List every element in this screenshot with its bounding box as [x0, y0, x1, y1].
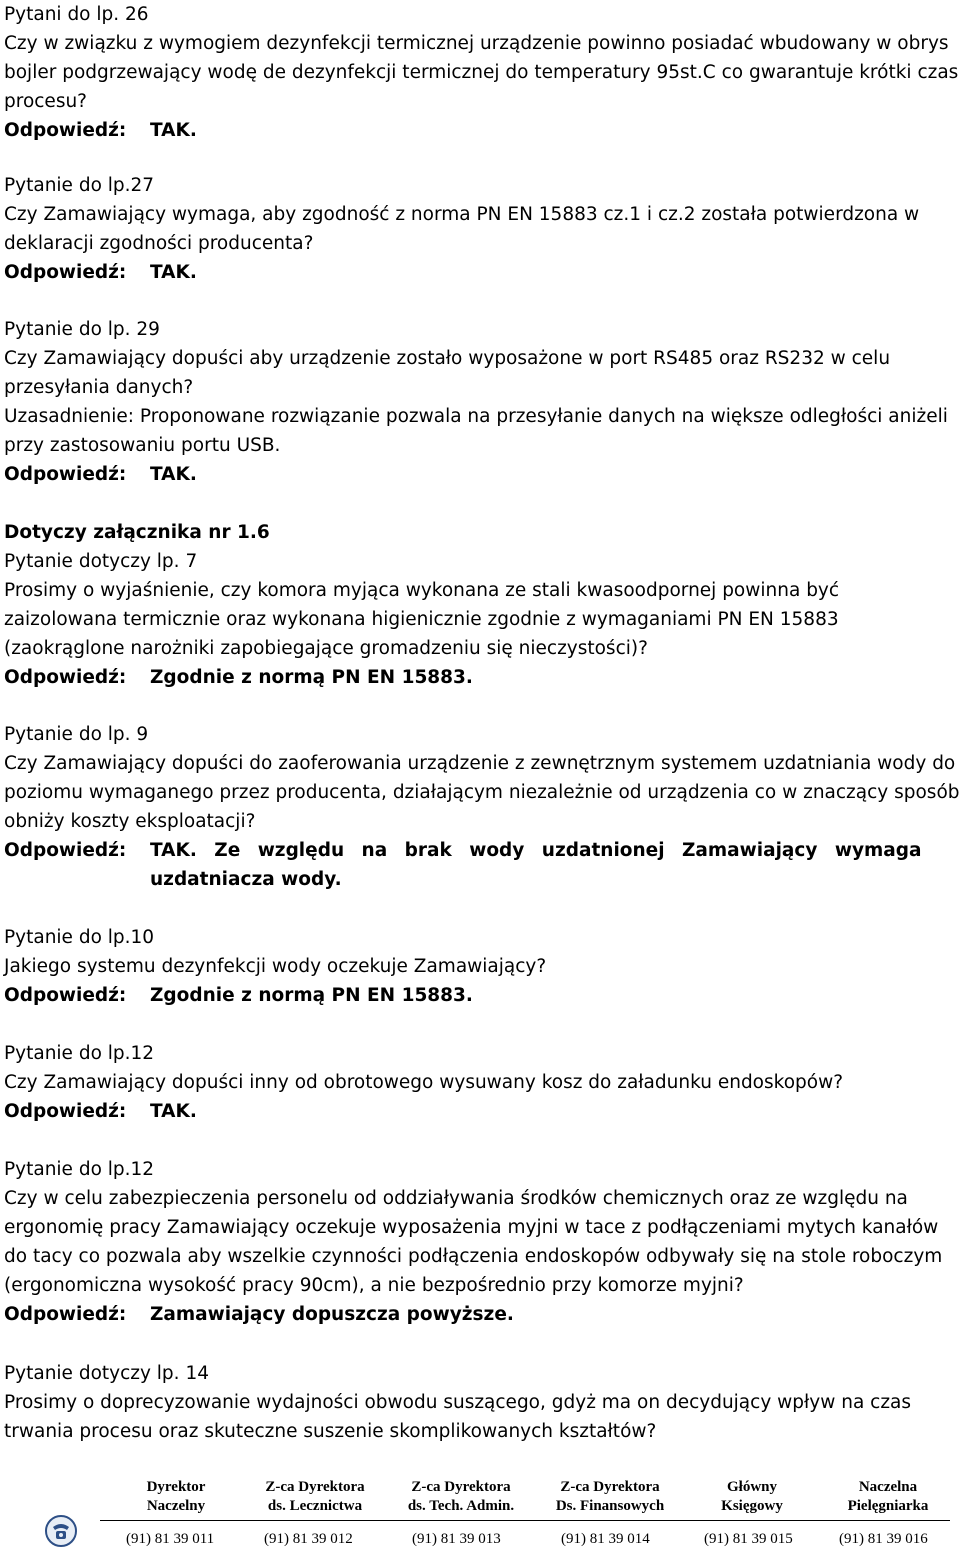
answer-9-continuation: uzdatniacza wody. — [150, 869, 342, 890]
footer-col-deputy-finance — [543, 1478, 677, 1516]
footer-title-line-1: Z-ca Dyrektora — [265, 1479, 365, 1495]
answer-label: Odpowiedź: — [4, 464, 127, 485]
question-29-justification-line-2: przy zastosowaniu portu USB. — [4, 435, 281, 456]
footer-title-line-2: Pielęgniarka — [847, 1498, 929, 1514]
question-9-text-line-2: poziomu wymaganego przez producenta, działającym niezależnie od urządzenia co w znaczący sposób — [4, 782, 960, 803]
footer-col-director — [128, 1478, 224, 1516]
footer-title-line-1: Główny — [726, 1479, 777, 1495]
question-10-heading: Pytanie do lp.10 — [4, 927, 155, 948]
question-7-text-line-2: zaizolowana termicznie oraz wykonana higienicznie zgodnie z wymaganiami PN EN 15883 — [4, 609, 839, 630]
footer-title-line-2: Księgowy — [721, 1498, 783, 1514]
footer-phone: (91) 81 39 012 — [264, 1531, 353, 1547]
question-12-heading: Pytanie do lp.12 — [4, 1043, 155, 1064]
answer-value: Zamawiający dopuszcza powyższe. — [150, 1304, 514, 1325]
answer-value: TAK. — [150, 262, 197, 283]
footer-title-line-2: ds. Lecznictwa — [267, 1498, 363, 1514]
answer-label: Odpowiedź: — [4, 1304, 127, 1325]
question-12b-text-line-2: ergonomię pracy Zamawiający oczekuje wyposażenia myjni w tace z podłączeniami mytych kanałów — [4, 1217, 939, 1238]
footer-title-line-1: Naczelna — [858, 1479, 918, 1495]
footer-col-chief-accountant — [702, 1478, 802, 1516]
answer-label: Odpowiedź: — [4, 667, 127, 688]
question-7-heading: Pytanie dotyczy lp. 7 — [4, 551, 198, 572]
footer-col-deputy-medical — [250, 1478, 380, 1516]
footer-divider — [100, 1520, 950, 1521]
footer-phone: (91) 81 39 015 — [704, 1531, 793, 1547]
answer-value: Zgodnie z normą PN EN 15883. — [150, 667, 473, 688]
question-27-text-line-1: Czy Zamawiający wymaga, aby zgodność z norma PN EN 15883 cz.1 i cz.2 została potwierdzona w — [4, 204, 920, 225]
question-14-text-line-2: trwania procesu oraz skuteczne suszenie skomplikowanych kształtów? — [4, 1421, 657, 1442]
footer-phone: (91) 81 39 016 — [839, 1531, 928, 1547]
answer-9 — [4, 836, 922, 865]
question-27-heading: Pytanie do lp.27 — [4, 175, 155, 196]
telephone-logo-icon — [44, 1514, 78, 1548]
answer-29 — [4, 460, 197, 489]
question-26-text-line-3: procesu? — [4, 91, 87, 112]
answer-7 — [4, 663, 473, 692]
footer-title-line-2: Ds. Finansowych — [555, 1498, 665, 1514]
answer-label: Odpowiedź: — [4, 1101, 127, 1122]
answer-26 — [4, 116, 197, 145]
question-26-heading: Pytani do lp. 26 — [4, 4, 149, 25]
question-12b-text-line-4: (ergonomiczna wysokość pracy 90cm), a nie bezpośrednio przy komorze myjni? — [4, 1275, 744, 1296]
footer-title-line-1: Z-ca Dyrektora — [560, 1479, 660, 1495]
answer-12b — [4, 1300, 514, 1329]
footer-title-line-1: Z-ca Dyrektora — [411, 1479, 511, 1495]
question-9-text-line-1: Czy Zamawiający dopuści do zaoferowania urządzenie z zewnętrznym systemem uzdatniania wody do — [4, 753, 956, 774]
section-heading: Dotyczy załącznika nr 1.6 — [4, 522, 270, 543]
question-12b-text-line-1: Czy w celu zabezpieczenia personelu od oddziaływania środków chemicznych oraz ze względu na — [4, 1188, 908, 1209]
footer-phone: (91) 81 39 011 — [126, 1531, 215, 1547]
question-14-text-line-1: Prosimy o doprecyzowanie wydajności obwodu suszącego, gdyż ma on decydujący wpływ na czas — [4, 1392, 912, 1413]
answer-27 — [4, 258, 197, 287]
footer-phone: (91) 81 39 013 — [412, 1531, 501, 1547]
question-7-text-line-1: Prosimy o wyjaśnienie, czy komora myjąca wykonana ze stali kwasoodpornej powinna być — [4, 580, 840, 601]
question-26-text-line-2: bojler podgrzewający wodę de dezynfekcji termicznej do temperatury 95st.C co gwarantuje krótki czas — [4, 62, 959, 83]
answer-label: Odpowiedź: — [4, 262, 127, 283]
answer-12 — [4, 1097, 197, 1126]
question-29-text-line-2: przesyłania danych? — [4, 377, 194, 398]
footer-col-head-nurse — [832, 1478, 944, 1516]
footer-title-line-2: ds. Tech. Admin. — [407, 1498, 515, 1514]
footer-phone: (91) 81 39 014 — [561, 1531, 650, 1547]
answer-label: Odpowiedź: — [4, 840, 127, 861]
letterhead-footer — [0, 1478, 960, 1558]
footer-title-line-2: Naczelny — [146, 1498, 206, 1514]
question-29-text-line-1: Czy Zamawiający dopuści aby urządzenie zostało wyposażone w port RS485 oraz RS232 w celu — [4, 348, 891, 369]
question-9-text-line-3: obniży koszty eksploatacji? — [4, 811, 256, 832]
question-9-heading: Pytanie do lp. 9 — [4, 724, 149, 745]
question-12b-heading: Pytanie do lp.12 — [4, 1159, 155, 1180]
question-26-text-line-1: Czy w związku z wymogiem dezynfekcji termicznej urządzenie powinno posiadać wbudowany w obrys — [4, 33, 949, 54]
question-29-justification-line-1: Uzasadnienie: Proponowane rozwiązanie pozwala na przesyłanie danych na większe odległości aniżeli — [4, 406, 948, 427]
question-27-text-line-2: deklaracji zgodności producenta? — [4, 233, 314, 254]
answer-value: TAK. — [150, 464, 197, 485]
question-29-heading: Pytanie do lp. 29 — [4, 319, 160, 340]
question-7-text-line-3: (zaokrąglone narożniki zapobiegające gromadzeniu się nieczystości)? — [4, 638, 648, 659]
question-12-text: Czy Zamawiający dopuści inny od obrotowego wysuwany kosz do załadunku endoskopów? — [4, 1072, 844, 1093]
answer-value: TAK. — [150, 120, 197, 141]
answer-value: TAK. Ze względu na brak wody uzdatnionej Zamawiający wymaga — [150, 840, 922, 861]
answer-value: TAK. — [150, 1101, 197, 1122]
answer-label: Odpowiedź: — [4, 985, 127, 1006]
question-12b-text-line-3: do tacy co pozwala aby wszelkie czynności podłączenia endoskopów odbywały się na stole roboczym — [4, 1246, 943, 1267]
answer-label: Odpowiedź: — [4, 120, 127, 141]
answer-10 — [4, 981, 473, 1010]
footer-title-line-1: Dyrektor — [146, 1479, 206, 1495]
answer-value: Zgodnie z normą PN EN 15883. — [150, 985, 473, 1006]
question-14-heading: Pytanie dotyczy lp. 14 — [4, 1363, 209, 1384]
question-10-text: Jakiego systemu dezynfekcji wody oczekuje Zamawiający? — [4, 956, 547, 977]
footer-col-deputy-tech — [396, 1478, 526, 1516]
